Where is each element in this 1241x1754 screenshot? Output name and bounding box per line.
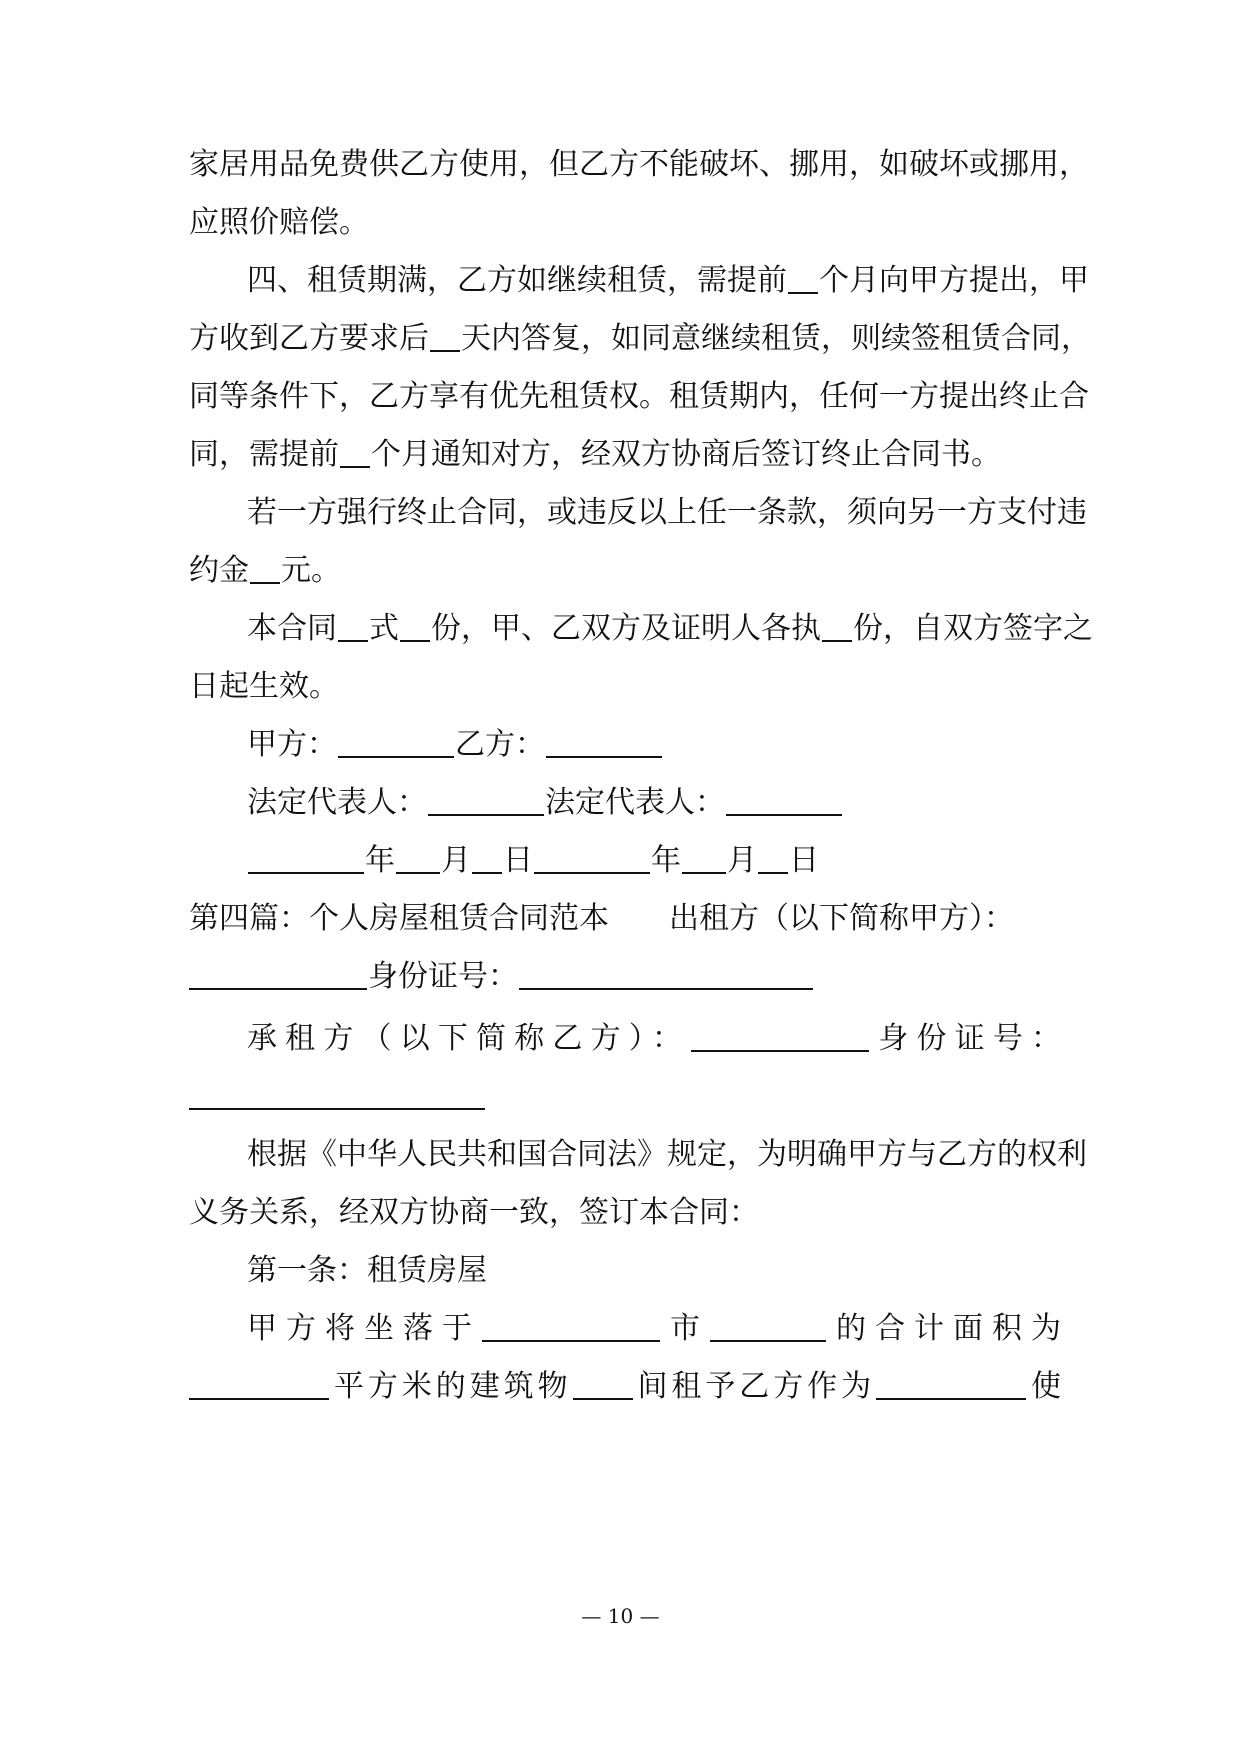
- blank-field: [546, 726, 662, 758]
- text-segment: 使: [1027, 1369, 1062, 1404]
- blank-field: [430, 320, 460, 352]
- party-a-label: 甲方：: [247, 727, 337, 762]
- blank-field: [396, 842, 440, 874]
- text-segment: 元。: [281, 553, 341, 588]
- blank-field: [822, 610, 852, 642]
- year-label: 年: [651, 843, 681, 878]
- text-segment: 同等条件下，乙方享有优先租赁权。租赁期内，任何一方提出终止合: [189, 379, 1089, 414]
- text-segment: 约金: [189, 553, 249, 588]
- blank-field: [189, 1368, 329, 1400]
- text-line: [189, 377, 1089, 417]
- blank-field: [726, 784, 842, 816]
- blank-field: [534, 842, 650, 874]
- signature-line: [247, 725, 1061, 765]
- text-segment: 本合同: [247, 611, 337, 646]
- text-segment: 甲方将坐落于: [247, 1311, 481, 1346]
- blank-field: [876, 1368, 1026, 1400]
- blank-field: [250, 552, 280, 584]
- blank-field: [519, 958, 813, 990]
- text-line: [189, 1077, 1061, 1117]
- text-segment: 式: [369, 611, 399, 646]
- text-line: [189, 145, 1089, 185]
- blank-field: [682, 842, 726, 874]
- text-segment: 个月通知对方，经双方协商后签订终止合同书。: [371, 437, 1001, 472]
- blank-field: [573, 1368, 633, 1400]
- day-label: 日: [503, 843, 533, 878]
- text-segment: 同，需提前: [189, 437, 339, 472]
- text-line: [189, 957, 1061, 997]
- blank-field: [691, 1020, 869, 1052]
- text-segment: 应照价赔偿。: [189, 205, 369, 240]
- text-line: [189, 667, 1061, 707]
- id-label: 身份证号：: [368, 959, 518, 994]
- blank-field: [482, 1310, 660, 1342]
- text-line: [247, 1309, 1061, 1349]
- page-number: — 10 —: [581, 1604, 660, 1628]
- text-line: [247, 261, 1089, 301]
- text-segment: 方收到乙方要求后: [189, 321, 429, 356]
- text-segment: 平方米的建筑物: [330, 1369, 572, 1404]
- text-line: [189, 1367, 1061, 1407]
- blank-field: [338, 726, 454, 758]
- text-line: [189, 203, 1061, 243]
- rep-a-label: 法定代表人：: [247, 785, 427, 820]
- signature-line: [247, 783, 1061, 823]
- text-segment: 日起生效。: [189, 669, 339, 704]
- text-line: [247, 493, 1087, 533]
- blank-field: [758, 842, 788, 874]
- text-line: [247, 1019, 1061, 1059]
- blank-field: [189, 1078, 485, 1110]
- blank-field: [189, 958, 367, 990]
- rep-b-label: 法定代表人：: [545, 785, 725, 820]
- text-segment: 个月向甲方提出，甲: [819, 263, 1089, 298]
- blank-field: [710, 1310, 826, 1342]
- blank-field: [340, 436, 370, 468]
- lessee-label: 承租方（以下简称乙方）：: [247, 1021, 691, 1056]
- text-line: [189, 435, 1061, 475]
- month-label: 月: [727, 843, 757, 878]
- blank-field: [338, 610, 368, 642]
- blank-field: [400, 610, 430, 642]
- year-label: 年: [365, 843, 395, 878]
- text-line: [189, 1193, 1061, 1233]
- text-line: [189, 551, 1061, 591]
- text-line: [247, 609, 1093, 649]
- id-label: 身份证号：: [870, 1021, 1062, 1056]
- text-line: [247, 1135, 1087, 1175]
- blank-field: [472, 842, 502, 874]
- blank-field: [428, 784, 544, 816]
- month-label: 月: [441, 843, 471, 878]
- article-title: 第一条：租赁房屋: [247, 1253, 487, 1288]
- blank-field: [788, 262, 818, 294]
- text-segment: 义务关系，经双方协商一致，签订本合同：: [189, 1195, 759, 1230]
- text-segment: 天内答复，如同意继续租赁，则续签租赁合同，: [461, 321, 1091, 356]
- text-line: [247, 1251, 1061, 1291]
- text-line: [189, 899, 1061, 939]
- text-segment: 份，甲、乙双方及证明人各执: [431, 611, 821, 646]
- party-b-label: 乙方：: [455, 727, 545, 762]
- text-segment: 根据《中华人民共和国合同法》规定，为明确甲方与乙方的权利: [247, 1137, 1087, 1172]
- date-line: [247, 841, 1061, 881]
- text-line: [189, 319, 1091, 359]
- text-segment: 家居用品免费供乙方使用，但乙方不能破坏、挪用，如破坏或挪用，: [189, 147, 1089, 182]
- section-title: 第四篇：个人房屋租赁合同范本: [189, 901, 609, 936]
- lessor-label: 出租方（以下简称甲方）：: [669, 901, 1014, 936]
- text-segment: 若一方强行终止合同，或违反以上任一条款，须向另一方支付违: [247, 495, 1087, 530]
- day-label: 日: [789, 843, 819, 878]
- text-segment: 间租予乙方作为: [633, 1369, 876, 1404]
- text-segment: 市: [661, 1311, 709, 1346]
- text-segment: 份，自双方签字之: [853, 611, 1093, 646]
- text-segment: 的合计面积为: [827, 1311, 1061, 1346]
- blank-field: [248, 842, 364, 874]
- text-segment: 四、租赁期满，乙方如继续租赁，需提前: [247, 263, 787, 298]
